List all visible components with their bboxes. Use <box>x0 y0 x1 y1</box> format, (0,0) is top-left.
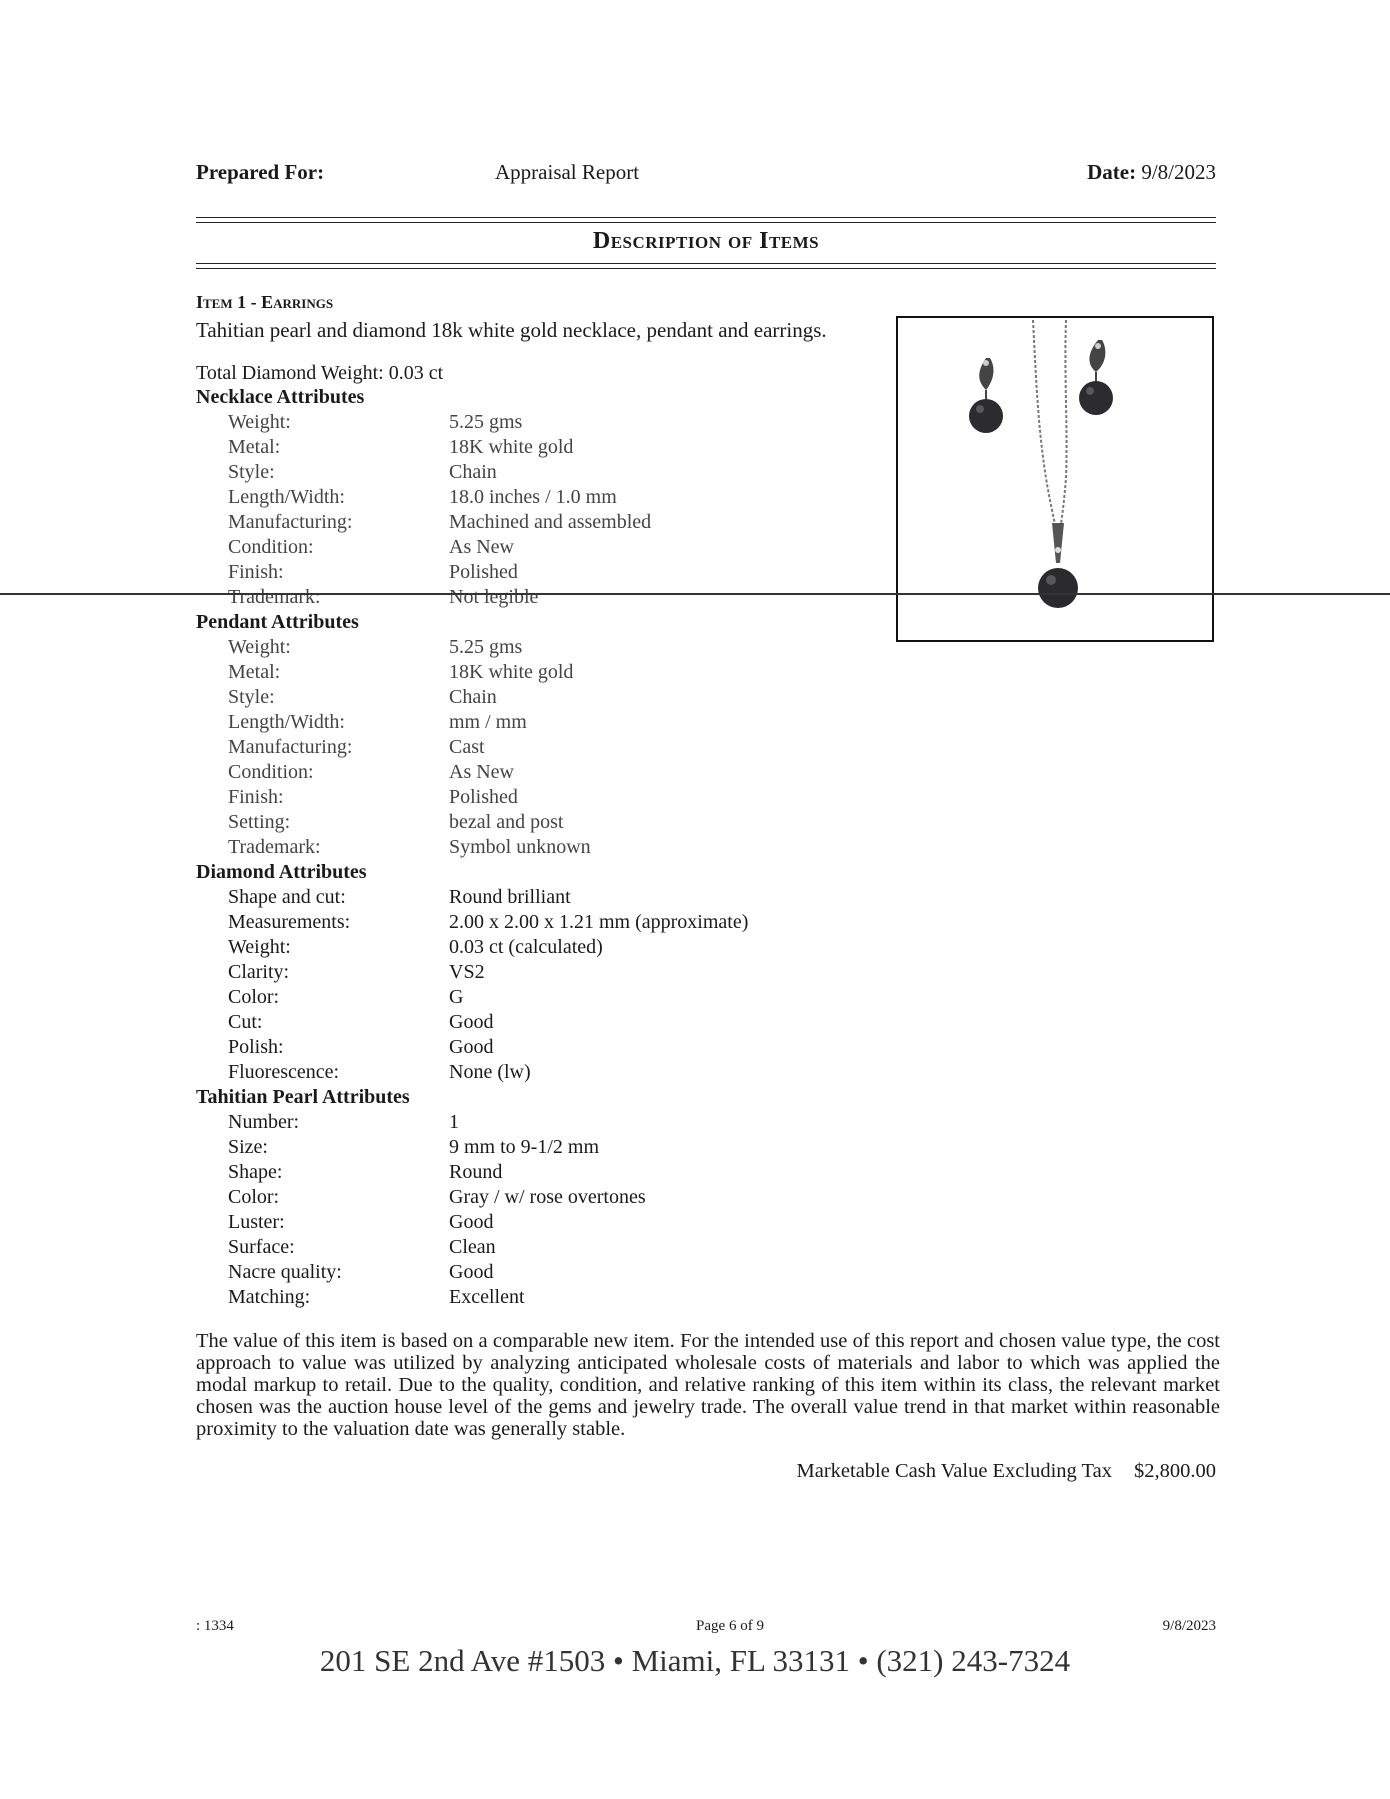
attr-label: Trademark: <box>228 836 321 858</box>
report-date <box>1087 160 1216 185</box>
pendant-row <box>196 785 896 810</box>
page-number: Page 6 of 9 <box>696 1618 764 1634</box>
attr-label: Color: <box>228 986 280 1008</box>
attr-label: Setting: <box>228 811 291 833</box>
attr-label: Length/Width: <box>228 486 345 508</box>
pearl-row <box>196 1260 896 1285</box>
attr-value: 18.0 inches / 1.0 mm <box>449 486 617 508</box>
scan-line <box>0 593 1390 595</box>
attr-value: Chain <box>449 686 497 708</box>
attr-label: Shape and cut: <box>228 886 346 908</box>
attr-value: 18K white gold <box>449 436 574 458</box>
necklace-row <box>196 435 896 460</box>
marketable-value <box>797 1460 1216 1483</box>
pearl-row <box>196 1235 896 1260</box>
attr-label: Weight: <box>228 636 291 658</box>
value-amount: $2,800.00 <box>1134 1460 1216 1482</box>
attr-value: 2.00 x 2.00 x 1.21 mm (approximate) <box>449 911 749 933</box>
attr-value: As New <box>449 536 514 558</box>
value-label: Marketable Cash Value Excluding Tax <box>796 1460 1112 1482</box>
necklace-heading: Necklace Attributes <box>196 386 365 408</box>
pendant-row <box>196 835 896 860</box>
diamond-heading: Diamond Attributes <box>196 861 367 883</box>
attr-value: Chain <box>449 461 497 483</box>
attr-value: Good <box>449 1211 494 1233</box>
attr-label: Number: <box>228 1111 300 1133</box>
pearl-row <box>196 1110 896 1135</box>
attr-label: Color: <box>228 1186 280 1208</box>
attr-label: Weight: <box>228 411 291 433</box>
attr-value: None (lw) <box>449 1061 531 1083</box>
attr-value: Good <box>449 1011 494 1033</box>
attr-label: Matching: <box>228 1286 311 1308</box>
attr-value: Good <box>449 1261 494 1283</box>
attr-label: Length/Width: <box>228 711 345 733</box>
necklace-rows <box>196 410 896 610</box>
attr-value: Cast <box>449 736 485 758</box>
jewelry-illustration <box>898 318 1211 639</box>
attr-value: bezal and post <box>449 811 564 833</box>
attr-label: Finish: <box>228 786 284 808</box>
diamond-row <box>196 1060 896 1085</box>
attr-label: Cut: <box>228 1011 263 1033</box>
attr-value: mm / mm <box>449 711 527 733</box>
date-label: Date: <box>1087 160 1137 184</box>
footer-id: : 1334 <box>196 1618 234 1634</box>
attr-label: Trademark: <box>228 586 321 608</box>
rule-top-1 <box>196 217 1216 218</box>
diamond-row <box>196 1010 896 1035</box>
attr-label: Manufacturing: <box>228 511 353 533</box>
attr-label: Polish: <box>228 1036 284 1058</box>
attr-label: Metal: <box>228 436 281 458</box>
attr-label: Metal: <box>228 661 281 683</box>
attr-value: Polished <box>449 786 518 808</box>
rule-top-2 <box>196 222 1216 223</box>
attr-label: Condition: <box>228 536 314 558</box>
attr-label: Style: <box>228 461 275 483</box>
pearl-row <box>196 1185 896 1210</box>
necklace-row <box>196 510 896 535</box>
attr-value: Machined and assembled <box>449 511 652 533</box>
diamond-row <box>196 985 896 1010</box>
attr-value: Excellent <box>449 1286 525 1308</box>
pearl-rows <box>196 1110 896 1310</box>
attr-label: Weight: <box>228 936 291 958</box>
diamond-row <box>196 935 896 960</box>
pendant-row <box>196 735 896 760</box>
attr-value: Polished <box>449 561 518 583</box>
report-title: Appraisal Report <box>495 160 640 184</box>
valuation-paragraph: The value of this item is based on a comparable new item. For the intended use of this report and chosen value type, the cost approach to value was utilized by analyzing anticipated wholesale costs of materials and labor to which was applied the modal markup to retail. Due to the quality, condition, and relative ranking of this item within its class, the relevant market chosen was the auction house level of the gems and jewelry trade. The overall value trend in that market within reasonable proximity to the valuation date was generally stable. <box>196 1330 1220 1440</box>
footer-address: 201 SE 2nd Ave #1503 • Miami, FL 33131 • (321) 243-7324 <box>319 1643 1071 1678</box>
pendant-row <box>196 685 896 710</box>
attr-value: 5.25 gms <box>449 411 523 433</box>
attr-label: Size: <box>228 1136 268 1158</box>
attr-label: Measurements: <box>228 911 351 933</box>
attr-value: 9 mm to 9-1/2 mm <box>449 1136 599 1158</box>
attr-label: Manufacturing: <box>228 736 353 758</box>
attr-value: Clean <box>449 1236 496 1258</box>
date-value: 9/8/2023 <box>1141 160 1216 184</box>
pendant-row <box>196 660 896 685</box>
attr-label: Nacre quality: <box>228 1261 342 1283</box>
attr-label: Finish: <box>228 561 284 583</box>
pendant-row <box>196 810 896 835</box>
diamond-row <box>196 910 896 935</box>
pendant-row <box>196 760 896 785</box>
rule-bottom-2 <box>196 268 1216 269</box>
pearl-row <box>196 1135 896 1160</box>
item-title: Item 1 - Earrings <box>196 292 334 312</box>
attr-value: 0.03 ct (calculated) <box>449 936 603 958</box>
attr-label: Fluorescence: <box>228 1061 340 1083</box>
attr-label: Luster: <box>228 1211 285 1233</box>
attr-label: Clarity: <box>228 961 290 983</box>
attr-value: Round brilliant <box>449 886 571 908</box>
attributes-list <box>196 385 896 1310</box>
pearl-row <box>196 1285 896 1310</box>
attr-label: Shape: <box>228 1161 283 1183</box>
attr-value: Round <box>449 1161 503 1183</box>
diamond-row <box>196 1035 896 1060</box>
necklace-row <box>196 485 896 510</box>
attr-label: Condition: <box>228 761 314 783</box>
attr-label: Style: <box>228 686 275 708</box>
attr-value: G <box>449 986 464 1008</box>
prepared-for-label: Prepared For: <box>196 160 325 184</box>
rule-bottom-1 <box>196 263 1216 264</box>
attr-value: As New <box>449 761 514 783</box>
attr-value: Gray / w/ rose overtones <box>449 1186 646 1208</box>
pearl-row <box>196 1160 896 1185</box>
section-title: Description of Items <box>592 228 820 254</box>
necklace-row <box>196 410 896 435</box>
attr-label: Surface: <box>228 1236 295 1258</box>
diamond-rows <box>196 885 896 1085</box>
pendant-row <box>196 635 896 660</box>
necklace-row <box>196 560 896 585</box>
pearl-row <box>196 1210 896 1235</box>
pendant-row <box>196 710 896 735</box>
diamond-row <box>196 960 896 985</box>
footer-date: 9/8/2023 <box>1162 1618 1216 1634</box>
pearl-heading: Tahitian Pearl Attributes <box>196 1086 410 1108</box>
attr-value: Symbol unknown <box>449 836 591 858</box>
attr-value: 1 <box>449 1111 459 1133</box>
pendant-heading: Pendant Attributes <box>196 611 359 633</box>
necklace-row <box>196 460 896 485</box>
necklace-row <box>196 535 896 560</box>
total-diamond-weight: Total Diamond Weight: 0.03 ct <box>196 362 444 384</box>
attr-value: VS2 <box>449 961 485 983</box>
necklace-row <box>196 585 896 610</box>
pendant-rows <box>196 635 896 860</box>
attr-value: 18K white gold <box>449 661 574 683</box>
attr-value: Good <box>449 1036 494 1058</box>
item-description: Tahitian pearl and diamond 18k white gold necklace, pendant and earrings. <box>196 318 827 342</box>
diamond-row <box>196 885 896 910</box>
attr-value: Not legible <box>449 586 539 608</box>
attr-value: 5.25 gms <box>449 636 523 658</box>
